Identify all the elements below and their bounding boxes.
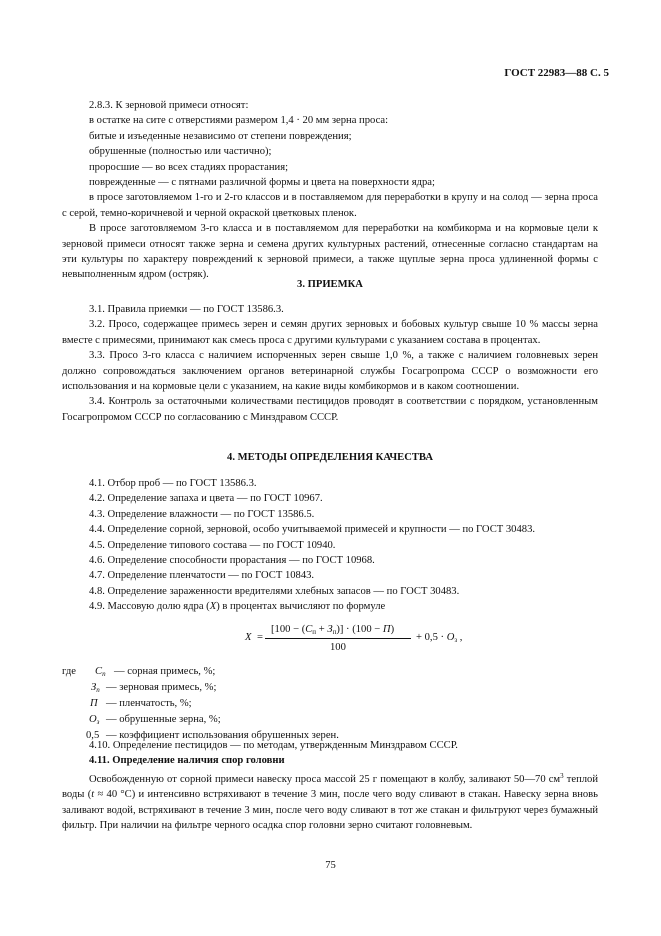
formula-numerator: $[100 - (C_п + З_п)] \cdot (100 - П)$	[271, 624, 395, 636]
list-item: проросшие — во всех стадиях прорастания;	[89, 161, 289, 173]
paragraph-4-11-title: 4.11. Определение наличия спор головни	[89, 755, 285, 767]
formula-equals: =	[257, 632, 263, 643]
list-item: в остатке на сите с отверстиями размером 1,4 · 20 мм зерна проса:	[89, 115, 389, 127]
section-2-8-3	[62, 98, 598, 283]
section-4-body	[62, 476, 598, 615]
running-header: ГОСТ 22983—88 С. 5	[504, 67, 609, 79]
paragraph-3-2: 3.2. Просо, содержащее примесь зерен и семян других зерновых и бобовых культур свыше 10 % массы зерна вместе с примесями, принимают как смесь проса с другими культурами с указанием состава в процентах.	[62, 319, 598, 346]
paragraph-4-10: 4.10. Определение пестицидов — по методам, утвержденным Минздравом СССР.	[89, 740, 458, 751]
section-4-10-4-11	[62, 738, 598, 833]
paragraph-4-5: 4.5. Определение типового состава — по ГОСТ 10940.	[89, 539, 336, 551]
legend-row: $З_п$ — зерновая примесь, %;	[91, 682, 217, 694]
formula-denominator: 100	[330, 642, 346, 653]
paragraph-4-1: 4.1. Отбор проб — по ГОСТ 13586.3.	[89, 478, 257, 489]
paragraph-3-3: 3.3. Просо 3-го класса с наличием испорченных зерен свыше 1,0 %, а также с наличием головневых зерен должно сопровождаться заключением органов ветеринарной службы Госагропрома СССР о возможности его использования и на кормовые цели с указанием, на какие виды комбикормов и в каком соотношении.	[62, 350, 598, 393]
legend-row: где $C_п$ — сорная примесь, %;	[62, 666, 216, 678]
paragraph-2-8-3-lead: 2.8.3. К зерновой примеси относят:	[89, 100, 249, 111]
list-item: поврежденные — с пятнами различной формы и цвета на поверхности ядра;	[89, 177, 435, 189]
paragraph-grey-films: в просе заготовляемом 1-го и 2-го классов и в поставляемом для переработки в крупу и на солод — зерна проса с серой, темно-коричневой и черной окраской цветковых пленок.	[62, 192, 598, 219]
paragraph-4-9: 4.9. Массовую долю ядра (X) в процентах вычисляют по формуле	[89, 601, 386, 613]
paragraph-class-3: В просе заготовляемом 3-го класса и в поставляемом для переработки на комбикорма и на кормовые цели к зерновой примеси относят также зерна и семена других культурных растений, отнесенные согласно стандартам на эти культуры по характеру повреждений к зерновой примеси, а также щуплые зерна проса удлиненной формы с невыполненным ядром (остряк).	[62, 223, 598, 281]
paragraph-4-11: Освобожденную от сорной примеси навеску проса массой 25 г помещают в колбу, заливают 50—70 $см^3$ теплой воды (t ≈ 40 °С) и интенсивно встряхивают в течение 3 мин, после чего воду сливают в стакан. Навеску зерна вновь заливают водой, встряхивают в течение 3 мин, после чего воду сливают в тот же стакан и фильтруют через бумажный фильтр. При наличии на фильтре черного осадка спор головни зерно считают головневым.	[62, 771, 598, 832]
legend-row: П — пленчатость, %;	[90, 698, 192, 709]
formula-tail: + $0,5 \cdot O_з$ ,	[416, 632, 463, 644]
paragraph-4-8: 4.8. Определение зараженности вредителями хлебных запасов — по ГОСТ 30483.	[89, 585, 460, 597]
legend-row: $O_з$ — обрушенные зерна, %;	[89, 714, 221, 726]
heading-acceptance: 3. ПРИЕМКА	[297, 279, 363, 290]
paragraph-4-3: 4.3. Определение влажности — по ГОСТ 13586.5.	[89, 508, 315, 520]
section-3-body	[62, 302, 598, 425]
formula-legend	[62, 664, 598, 744]
legend-row: 0,5 — коэффициент использования обрушенных зерен.	[86, 730, 339, 741]
paragraph-3-1: 3.1. Правила приемки — по ГОСТ 13586.3.	[89, 304, 284, 315]
section-3	[62, 277, 598, 292]
heading-quality-methods: 4. МЕТОДЫ ОПРЕДЕЛЕНИЯ КАЧЕСТВА	[227, 452, 433, 463]
legend-where: где	[62, 666, 76, 677]
paragraph-4-2: 4.2. Определение запаха и цвета — по ГОСТ 10967.	[89, 493, 323, 505]
paragraph-4-4: 4.4. Определение сорной, зерновой, особо учитываемой примесей и крупности — по ГОСТ 30483.	[89, 524, 536, 536]
list-item: обрушенные (полностью или частично);	[89, 146, 272, 158]
paragraph-4-7: 4.7. Определение пленчатости — по ГОСТ 10843.	[89, 570, 315, 582]
kernel-fraction-formula	[0, 620, 661, 660]
section-4	[62, 450, 598, 465]
paragraph-4-6: 4.6. Определение способности прорастания — по ГОСТ 10968.	[89, 555, 375, 567]
fraction-bar	[265, 638, 411, 639]
formula-lhs: X	[245, 632, 252, 643]
list-item: битые и изъеденные независимо от степени повреждения;	[89, 130, 352, 142]
paragraph-3-4: 3.4. Контроль за остаточными количествами пестицидов проводят в соответствии с порядком, установленным Госагропромом СССР по согласованию с Минздравом СССР.	[62, 396, 598, 423]
page-number: 75	[325, 860, 336, 871]
